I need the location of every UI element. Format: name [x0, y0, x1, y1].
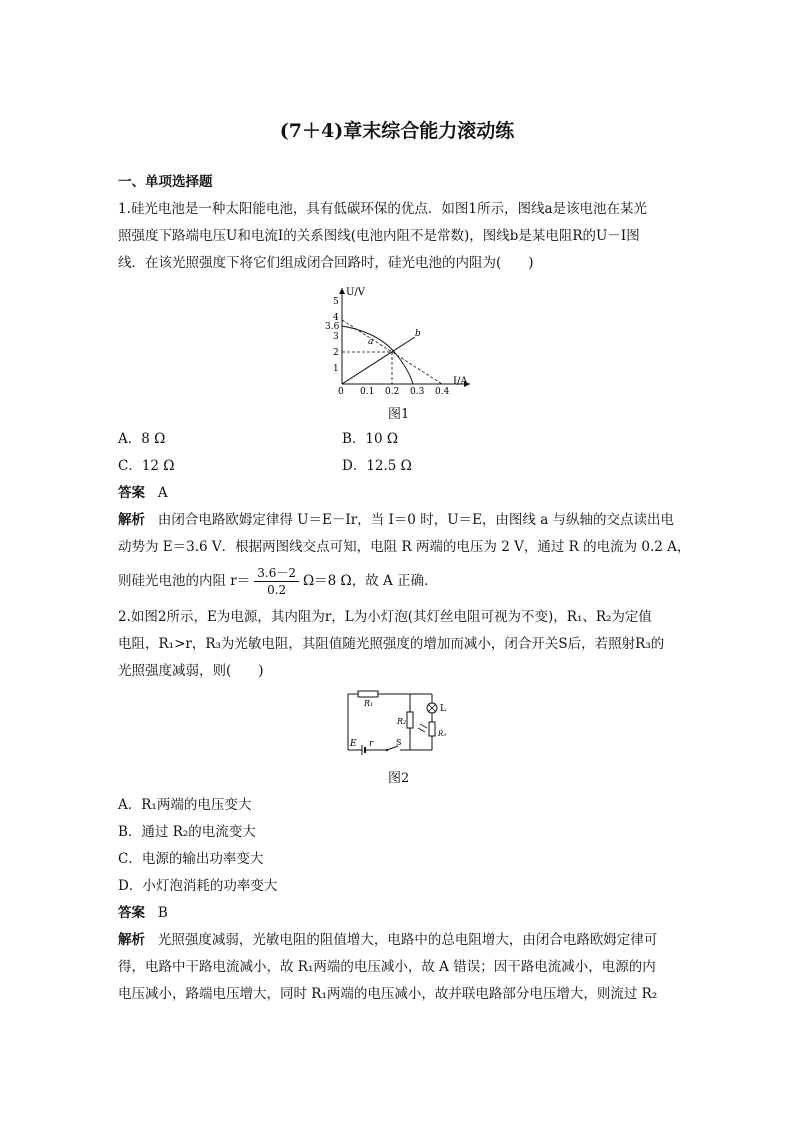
y-tick-4: 4	[333, 313, 339, 323]
q1-analysis-line-2: 动势为 E＝3.6 V．根据两图线交点可知，电阻 R 两端的电压为 2 V，通过 R 的电流为 0.2 A，	[118, 539, 691, 555]
q2-text-line-3: 光照强度减弱，则( )	[118, 663, 264, 679]
q1-analysis-line-1	[118, 510, 674, 530]
x-tick-0-3: 0.3	[410, 387, 425, 394]
q2-analysis-line-3: 电压减小，路端电压增大，同时 R₁两端的电压减小，故并联电路部分电压增大，则流过 R₂	[118, 986, 658, 1002]
light-arrow-icon	[418, 728, 425, 732]
q1-analysis-line-3	[118, 563, 438, 599]
figure-1-caption: 图1	[388, 407, 410, 422]
label-emf: E	[350, 739, 357, 749]
y-axis-label: U/V	[346, 287, 366, 298]
q2-answer-row	[118, 903, 168, 923]
q2-answer-value: B	[157, 905, 168, 921]
line-b	[342, 337, 415, 384]
label-lamp: L	[440, 704, 446, 714]
q2-option-d: D．小灯泡消耗的功率变大	[118, 878, 278, 894]
q1-analysis-label: 解析	[118, 512, 145, 528]
q1-answer-label: 答案	[118, 485, 145, 501]
curve-a	[342, 326, 413, 384]
q1-analysis-prefix: 则硅光电池的内阻 r＝	[118, 573, 251, 589]
y-tick-3-6: 3.6	[325, 322, 340, 332]
q1-answer-value: A	[157, 485, 168, 501]
x-tick-0-1: 0.1	[360, 387, 375, 394]
q1-option-d: D．12.5 Ω	[342, 458, 412, 474]
q2-text-line-2: 电阻，R₁>r，R₃为光敏电阻，其阻值随光照强度的增加而减小，闭合开关S后，若照射R₃的	[118, 636, 665, 652]
y-axis-arrow-icon	[339, 288, 345, 294]
label-r1: R₁	[364, 699, 374, 708]
resistor-r1	[358, 691, 378, 697]
q2-analysis-text-1: 光照强度减弱，光敏电阻的阻值增大，电路中的总电阻增大，由闭合电路欧姆定律可	[157, 932, 658, 948]
figure-2-circuit	[340, 686, 460, 756]
q1-option-a: A．8 Ω	[118, 431, 166, 447]
x-tick-0-2: 0.2	[385, 387, 400, 394]
y-tick-5: 5	[333, 297, 339, 307]
q2-analysis-label: 解析	[118, 932, 145, 948]
x-axis-label: I/A	[453, 376, 468, 387]
light-arrow-icon-2	[420, 724, 427, 728]
q2-analysis-line-1	[118, 930, 657, 950]
q2-option-c: C．电源的输出功率变大	[118, 851, 264, 867]
q1-analysis-text-1: 由闭合电路欧姆定律得 U＝E－Ir，当 I＝0 时，U＝E，由图线 a 与纵轴的交点读出电	[157, 512, 675, 528]
q2-analysis-line-2: 得，电路中干路电流减小，故 R₁两端的电压减小，故 A 错误；因干路电流减小，电源的内	[118, 959, 656, 975]
origin-label: 0	[338, 387, 344, 394]
q1-text-line-2: 照强度下路端电压U和电流I的关系图线(电池内阻不是常数)，图线b是某电阻R的U－I图	[118, 228, 640, 244]
y-tick-2: 2	[333, 348, 339, 358]
q1-option-b: B．10 Ω	[342, 431, 399, 447]
line-b-label: b	[415, 329, 421, 339]
q1-answer-row	[118, 483, 168, 503]
label-switch: S	[396, 738, 402, 747]
q2-option-b: B．通过 R₂的电流变大	[118, 824, 256, 840]
y-tick-1: 1	[333, 364, 339, 374]
section-heading: 一、单项选择题	[118, 174, 213, 190]
q1-analysis-suffix: Ω＝8 Ω，故 A 正确．	[302, 573, 438, 589]
label-internal-r: r	[369, 739, 374, 749]
q1-text-line-1: 1.硅光电池是一种太阳能电池，具有低碳环保的优点．如图1所示，图线a是该电池在某光	[118, 201, 648, 217]
photoresistor-r3	[429, 722, 435, 736]
q1-option-c: C．12 Ω	[118, 458, 175, 474]
fraction-denominator: 0.2	[267, 583, 287, 597]
q2-text-line-1: 2.如图2所示，E为电源，其内阻为r，L为小灯泡(其灯丝电阻可视为不变)，R₁、R₂为定值	[118, 609, 652, 625]
internal-resistance-fraction	[254, 565, 299, 598]
figure-1-graph	[320, 284, 480, 394]
fraction-numerator: 3.6－2	[254, 565, 299, 582]
q2-option-a: A．R₁两端的电压变大	[118, 797, 252, 813]
q2-answer-label: 答案	[118, 905, 145, 921]
curve-a-label: a	[368, 337, 374, 347]
y-tick-3: 3	[333, 332, 339, 342]
label-r2: R₂	[397, 717, 407, 726]
q1-text-line-3: 线．在该光照强度下将它们组成闭合回路时，硅光电池的内阻为( )	[118, 255, 534, 271]
x-tick-0-4: 0.4	[435, 387, 450, 394]
resistor-r2	[407, 712, 413, 728]
figure-2-caption: 图2	[388, 771, 410, 786]
page-title: (7＋4)章末综合能力滚动练	[279, 120, 515, 142]
label-r3: R₃	[438, 730, 447, 738]
